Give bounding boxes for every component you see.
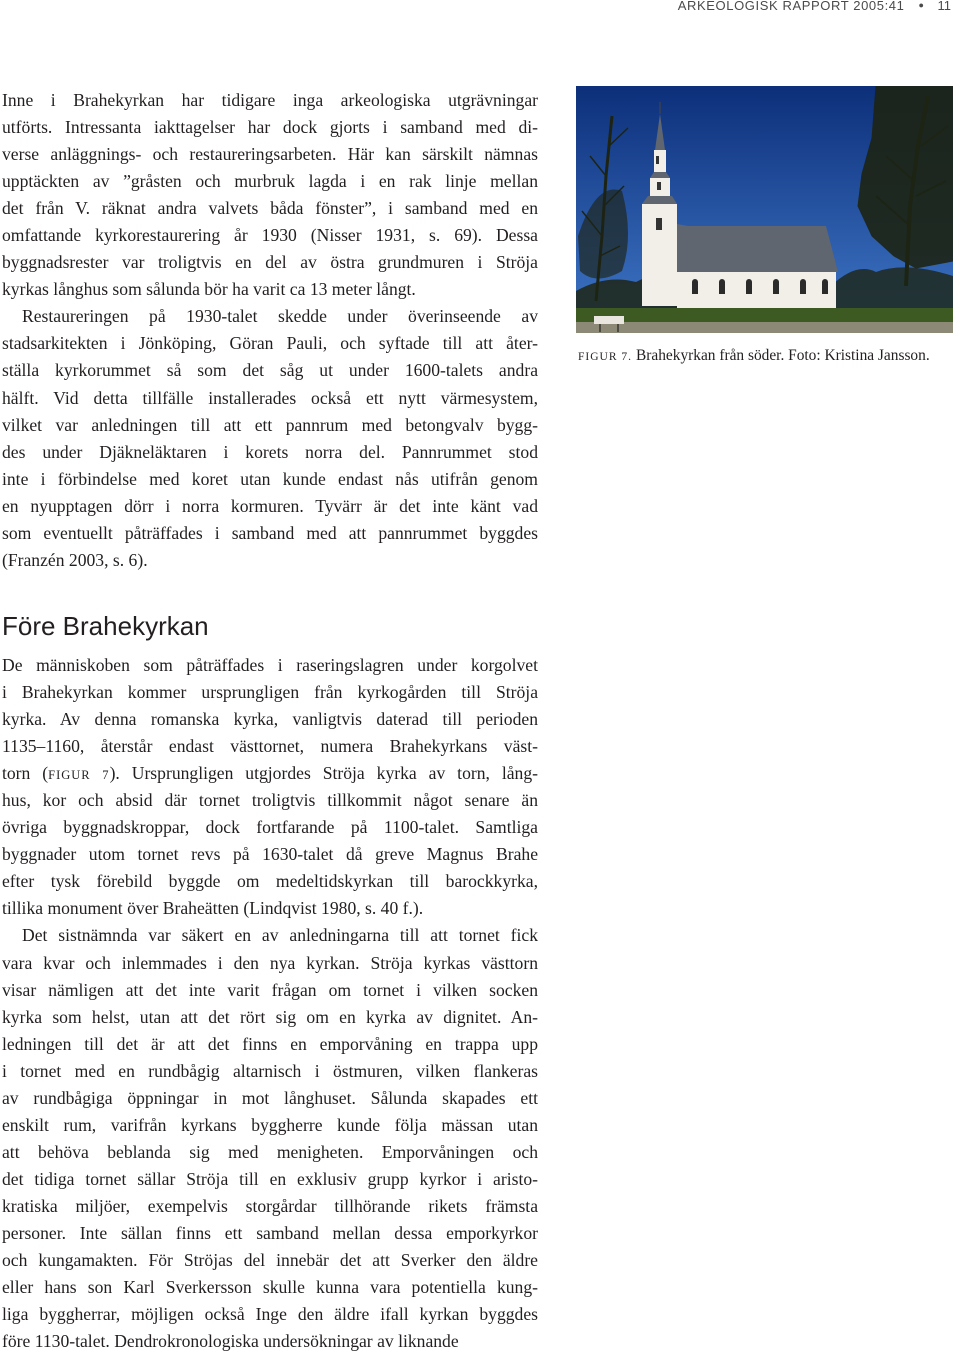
top-text-line: des under Djäkneläktaren i korets norra del. Pannrummet stod <box>2 441 538 462</box>
bottom-text-line <box>2 760 538 787</box>
nave-wall <box>677 272 836 310</box>
bottom-text-line: kratiska miljöer, exempelvis storgårdar tillhörande rikets främsta <box>2 1195 538 1216</box>
bottom-text-line: kyrka som helst, utan att det rört sig om en kyrka av dignitet. An- <box>2 1006 538 1027</box>
bottom-text-line: efter tysk förebild byggde om medeltidskyrkan till barockkyrka, <box>2 871 538 892</box>
body-text-bottom <box>2 652 538 1355</box>
top-text-line: Restaureringen på 1930-talet skedde under överinseende av <box>22 306 538 327</box>
top-text-line: verse anläggnings- och restaureringsarbeten. Här kan särskilt nämnas <box>2 144 538 165</box>
bottom-text-line: hus, kor och absid där tornet troligtvis tillkommit något senare än <box>2 790 538 811</box>
bottom-text-line: och kungamakten. För Ströjas del innebär det att Sverker den äldre <box>2 1250 538 1271</box>
running-head <box>678 0 951 13</box>
road-sign <box>594 316 624 324</box>
bottom-text-line: av rundbågiga öppningar in mot långhuset. Sålunda skapades ett <box>2 1087 538 1108</box>
bottom-text-line: byggnader utom tornet revs på 1630-talet då greve Magnus Brahe <box>2 844 538 865</box>
bullet-separator: ● <box>918 0 925 10</box>
top-text-line: Inne i Brahekyrkan har tidigare inga arkeologiska utgrävningar <box>2 90 538 110</box>
top-text-line: det från V. räknat andra valvets båda fönster”, i samband med en <box>2 198 538 219</box>
bottom-text-line: Det sistnämnda var säkert en av anledningarna till att tornet fick <box>22 925 538 946</box>
bottom-text-line: att behöva beblanda sig med menigheten. Emporvåningen och <box>2 1141 538 1162</box>
top-text-line: som eventuellt påträffades i samband med att pannrummet byggdes <box>2 522 538 543</box>
bottom-text-line: övriga byggnadskroppar, dock fortfarande på 1100-talet. Samtliga <box>2 817 538 838</box>
top-text-line: inte i förbindelse med koret utan kunde endast nås utifrån genom <box>2 468 538 489</box>
top-text-line: en nyupptagen dörr i norra kormuren. Tyvärr är det inte känt vad <box>2 495 538 516</box>
text-run: ). Ursprungligen utgjordes Ströja kyrka av torn, lång- <box>109 763 538 784</box>
bottom-text-line: liga byggherrar, möjligen också Inge den äldre ifall kyrkan byggdes <box>2 1304 538 1325</box>
journal-title: ARKEOLOGISK RAPPORT 2005:41 <box>677 0 905 13</box>
bottom-text-line: personer. Inte sällan finns ett samband mellan dessa emporkyrkor <box>2 1222 538 1243</box>
bottom-text-line: eller hans son Karl Sverkersson skulle kunna vara potentiella kung- <box>2 1277 538 1298</box>
top-text-line: hälft. Vid detta tillfälle installerades också ett nytt värmesystem, <box>2 387 538 408</box>
bottom-text-line: visar nämligen att det inte varit frågan om tornet i vilken socken <box>2 979 538 1000</box>
bottom-text-line: vara kvar och inlemmades i den nya kyrkan. Ströja kyrkas västtorn <box>2 952 538 973</box>
top-text-line: (Franzén 2003, s. 6). <box>2 549 148 570</box>
bottom-text-line: i Brahekyrkan kommer ursprungligen från kyrkogården till Ströja <box>2 682 538 703</box>
bottom-text-line: tillika monument över Braheätten (Lindqvist 1980, s. 40 f.). <box>2 898 424 919</box>
figure-caption-text: Brahekyrkan från söder. Foto: Kristina Jansson. <box>636 347 930 364</box>
top-text-line: stadsarkitekten i Jönköping, Göran Pauli, och syftade till att åter- <box>2 333 538 354</box>
nave-roof <box>677 224 838 272</box>
church-photo-illustration <box>576 86 953 333</box>
top-text-line: upptäckten av ”gråsten och murbruk lagda i en rak linje mellan <box>2 171 538 192</box>
top-text-line: kyrkas långhus som sålunda bör ha varit ca 13 meter långt. <box>2 279 416 300</box>
body-text-top <box>2 87 538 574</box>
bottom-text-line: i tornet med en rundbågig altarnisch i östmuren, vilken flankeras <box>2 1060 538 1081</box>
top-text-line: ställa kyrkorummet så som det såg ut under 1600-talets andra <box>2 360 538 381</box>
page-number: 11 <box>937 0 951 13</box>
bottom-text-line: 1135–1160, återstår endast västtornet, numera Brahekyrkans väst- <box>2 736 538 757</box>
figure-reference: FIGUR 7 <box>48 768 110 783</box>
figure-label: FIGUR 7. <box>578 351 633 363</box>
church-photo <box>576 86 953 333</box>
figure-caption <box>578 346 960 367</box>
section-heading: Före Brahekyrkan <box>2 611 209 641</box>
bottom-text-line: det tidiga tornet sällar Ströja till en exklusiv grupp kyrkor i aristo- <box>2 1168 538 1189</box>
bottom-text-line: ledningen till det är att det finns en emporvåning en trappa upp <box>2 1033 538 1054</box>
top-text-line: byggnadsrester var troligtvis en del av östra grundmuren i Ströja <box>2 252 538 273</box>
top-text-line: vilket var anledningen till att ett pannrum med betongvalv bygg- <box>2 414 538 435</box>
bottom-text-line: De människoben som påträffades i raseringslagren under korgolvet <box>2 655 538 675</box>
top-text-line: omfattande kyrkorestaurering år 1930 (Nisser 1931, s. 69). Dessa <box>2 225 538 246</box>
bottom-text-line: kyrka. Av denna romanska kyrka, vanligtvis daterad till perioden <box>2 709 538 730</box>
text-run: torn ( <box>2 763 49 784</box>
top-text-line: utförts. Intressanta iakttagelser har dock gjorts i samband med di- <box>2 117 538 138</box>
bottom-text-line: enskilt rum, varifrån kyrkans byggherre kunde följa mässan utan <box>2 1114 538 1135</box>
road <box>576 322 953 333</box>
bottom-text-line: före 1130-talet. Dendrokronologiska undersökningar av liknande <box>2 1331 459 1352</box>
